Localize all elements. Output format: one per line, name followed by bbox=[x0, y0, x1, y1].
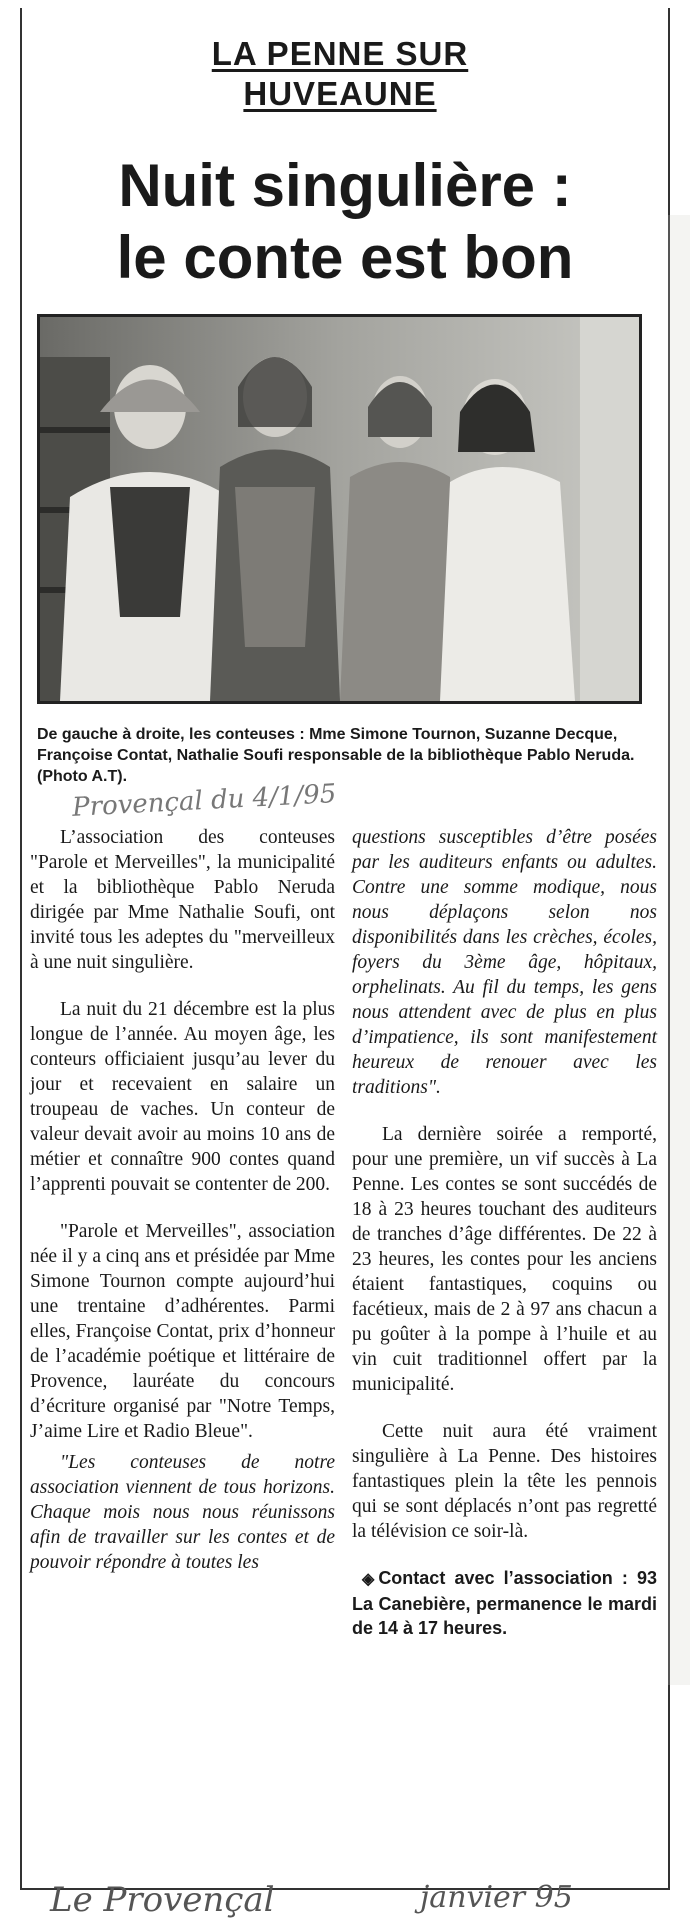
kicker-line-1: LA PENNE SUR bbox=[211, 35, 469, 72]
quote-paragraph-end: questions susceptibles d’être posées par les auditeurs enfants ou adultes. Contre une somme modique, nous nous déplaçons selon nos disponibilités dans les crèches, écoles, foyers du 3ème âge, hôpitaux, orphelinats. Au fil du temps, les gens nous attendent avec de plus en plus d’impatience, ils sont manifestement heureux de renouer avec les traditions". bbox=[352, 827, 657, 1098]
handwritten-footer-left: Le Provençal bbox=[50, 1880, 275, 1920]
photo-illustration bbox=[40, 317, 639, 701]
headline bbox=[22, 150, 668, 294]
contact-info bbox=[352, 1566, 657, 1640]
handwritten-footer-right: janvier 95 bbox=[420, 1880, 573, 1915]
paragraph: L’association des conteuses "Parole et Merveilles", la municipalité et la bibliothèque Pablo Neruda dirigée par Mme Nathalie Soufi, ont invité tous les adeptes du "merveilleux à une nuit singulière. bbox=[30, 827, 335, 973]
handwritten-source-note: Provençal du 4/1/95 bbox=[71, 779, 337, 823]
contact-text: Contact avec l’association : 93 La Canebière, permanence le mardi de 14 à 17 heures. bbox=[352, 1568, 657, 1638]
headline-line-2: le conte est bon bbox=[116, 224, 574, 291]
headline-line-1: Nuit singulière : bbox=[118, 152, 572, 219]
diamond-arrow-icon: ◈ bbox=[362, 1571, 375, 1588]
article-photo bbox=[37, 314, 642, 704]
quote-paragraph-start: "Les conteuses de notre association viennent de tous horizons. Chaque mois nous nous réunissons afin de travailler sur les contes et de pouvoir répondre à toutes les bbox=[30, 1452, 335, 1573]
section-kicker bbox=[80, 34, 600, 114]
paragraph: La dernière soirée a remporté, pour une première, un vif succès à La Penne. Les contes se sont succédés de 18 à 23 heures touchant des auditeurs de tranches d’âge différentes. De 22 à 23 heures, les contes pour les anciens étaient fantastiques, coquins ou facétieux, mais de 2 à 97 ans chacun a pu goûter à la pompe à l’huile et au vin cuit traditionnel offert par la municipalité. bbox=[352, 1124, 657, 1395]
kicker-line-2: HUVEAUNE bbox=[243, 75, 437, 112]
paragraph: Cette nuit aura été vraiment singulière à La Penne. Des histoires fantastiques plein la tête les pennois qui se sont déplacés n’ont pas regretté la télévision ce soir-là. bbox=[352, 1421, 657, 1542]
photo-caption: De gauche à droite, les conteuses : Mme Simone Tournon, Suzanne Decque, Françoise Contat, Nathalie Soufi responsable de la bibliothèque Pablo Neruda. (Photo A.T). bbox=[37, 726, 635, 785]
article-column-left bbox=[30, 825, 335, 1597]
adjacent-clipping-edge bbox=[668, 215, 690, 1685]
paragraph: La nuit du 21 décembre est la plus longue de l’année. Au moyen âge, les conteurs officiaient jusqu’au lever du jour et recevaient en salaire un troupeau de vaches. Un conteur de valeur devait avoir au moins 10 ans de métier et connaître 900 contes quand l’apprenti pouvait se contenter de 200. bbox=[30, 999, 335, 1195]
article-column-right bbox=[352, 825, 657, 1662]
paragraph: "Parole et Merveilles", association née il y a cinq ans et présidée par Mme Simone Tournon compte aujourd’hui une trentaine d’adhérentes. Parmi elles, Françoise Contat, prix d’honneur de l’académie poétique et littéraire de Provence, lauréate du concours d’écriture organisé par "Notre Temps, J’aime Lire et Radio Bleue". bbox=[30, 1221, 335, 1442]
